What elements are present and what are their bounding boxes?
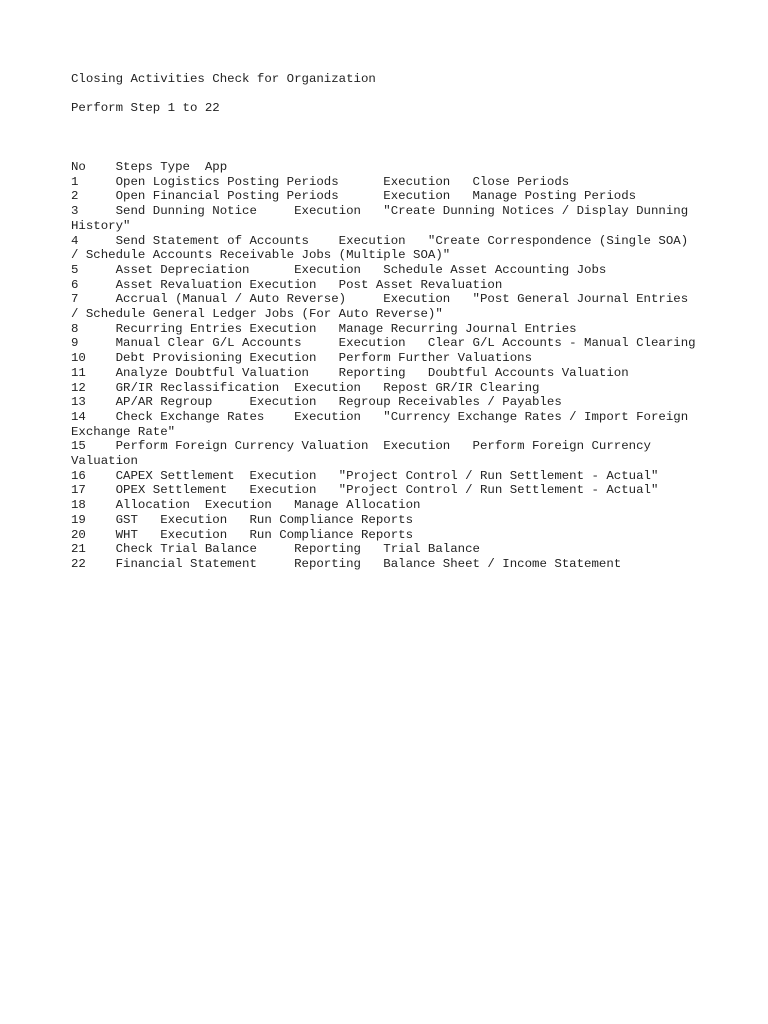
table-row: 1 Open Logistics Posting Periods Execution Close Periods	[71, 174, 570, 189]
table-row: 22 Financial Statement Reporting Balance Sheet / Income Statement	[71, 556, 622, 571]
table-row: 5 Asset Depreciation Execution Schedule Asset Accounting Jobs	[71, 262, 607, 277]
table-rows	[71, 175, 701, 572]
table-row: 20 WHT Execution Run Compliance Reports	[71, 527, 414, 542]
table-row: 3 Send Dunning Notice Execution "Create Dunning Notices / Display Dunning History"	[71, 204, 696, 233]
table-row: 18 Allocation Execution Manage Allocation	[71, 498, 421, 513]
table-row: 19 GST Execution Run Compliance Reports	[71, 512, 414, 527]
table-row: 17 OPEX Settlement Execution "Project Control / Run Settlement - Actual"	[71, 483, 659, 498]
table-row: 6 Asset Revaluation Execution Post Asset Revaluation	[71, 277, 503, 292]
table-row: 14 Check Exchange Rates Execution "Currency Exchange Rates / Import Foreign Exchange Rate"	[71, 409, 696, 439]
table-row: 11 Analyze Doubtful Valuation Reporting Doubtful Accounts Valuation	[71, 365, 629, 380]
document-title: Closing Activities Check for Organization	[71, 72, 376, 86]
table-row: 2 Open Financial Posting Periods Execution Manage Posting Periods	[71, 189, 637, 204]
table-row: 7 Accrual (Manual / Auto Reverse) Execution "Post General Journal Entries / Schedule General Ledger Jobs (For Auto Reverse)"	[71, 292, 696, 322]
table-row: 4 Send Statement of Accounts Execution "Create Correspondence (Single SOA) / Schedule Accounts Receivable Jobs (Multiple SOA)"	[71, 233, 696, 263]
steps-table	[71, 160, 701, 572]
table-row: 9 Manual Clear G/L Accounts Execution Clear G/L Accounts - Manual Clearing	[71, 336, 696, 351]
document-subtitle: Perform Step 1 to 22	[71, 101, 220, 115]
table-header: No Steps Type App	[71, 160, 228, 174]
table-row: 15 Perform Foreign Currency Valuation Execution Perform Foreign Currency Valuation	[71, 439, 659, 469]
table-row: 10 Debt Provisioning Execution Perform Further Valuations	[71, 351, 533, 366]
table-row: 8 Recurring Entries Execution Manage Recurring Journal Entries	[71, 321, 577, 336]
table-row: 16 CAPEX Settlement Execution "Project Control / Run Settlement - Actual"	[71, 468, 659, 483]
table-row: 21 Check Trial Balance Reporting Trial Balance	[71, 542, 480, 557]
table-row: 12 GR/IR Reclassification Execution Repost GR/IR Clearing	[71, 380, 540, 395]
table-row: 13 AP/AR Regroup Execution Regroup Receivables / Payables	[71, 395, 562, 410]
